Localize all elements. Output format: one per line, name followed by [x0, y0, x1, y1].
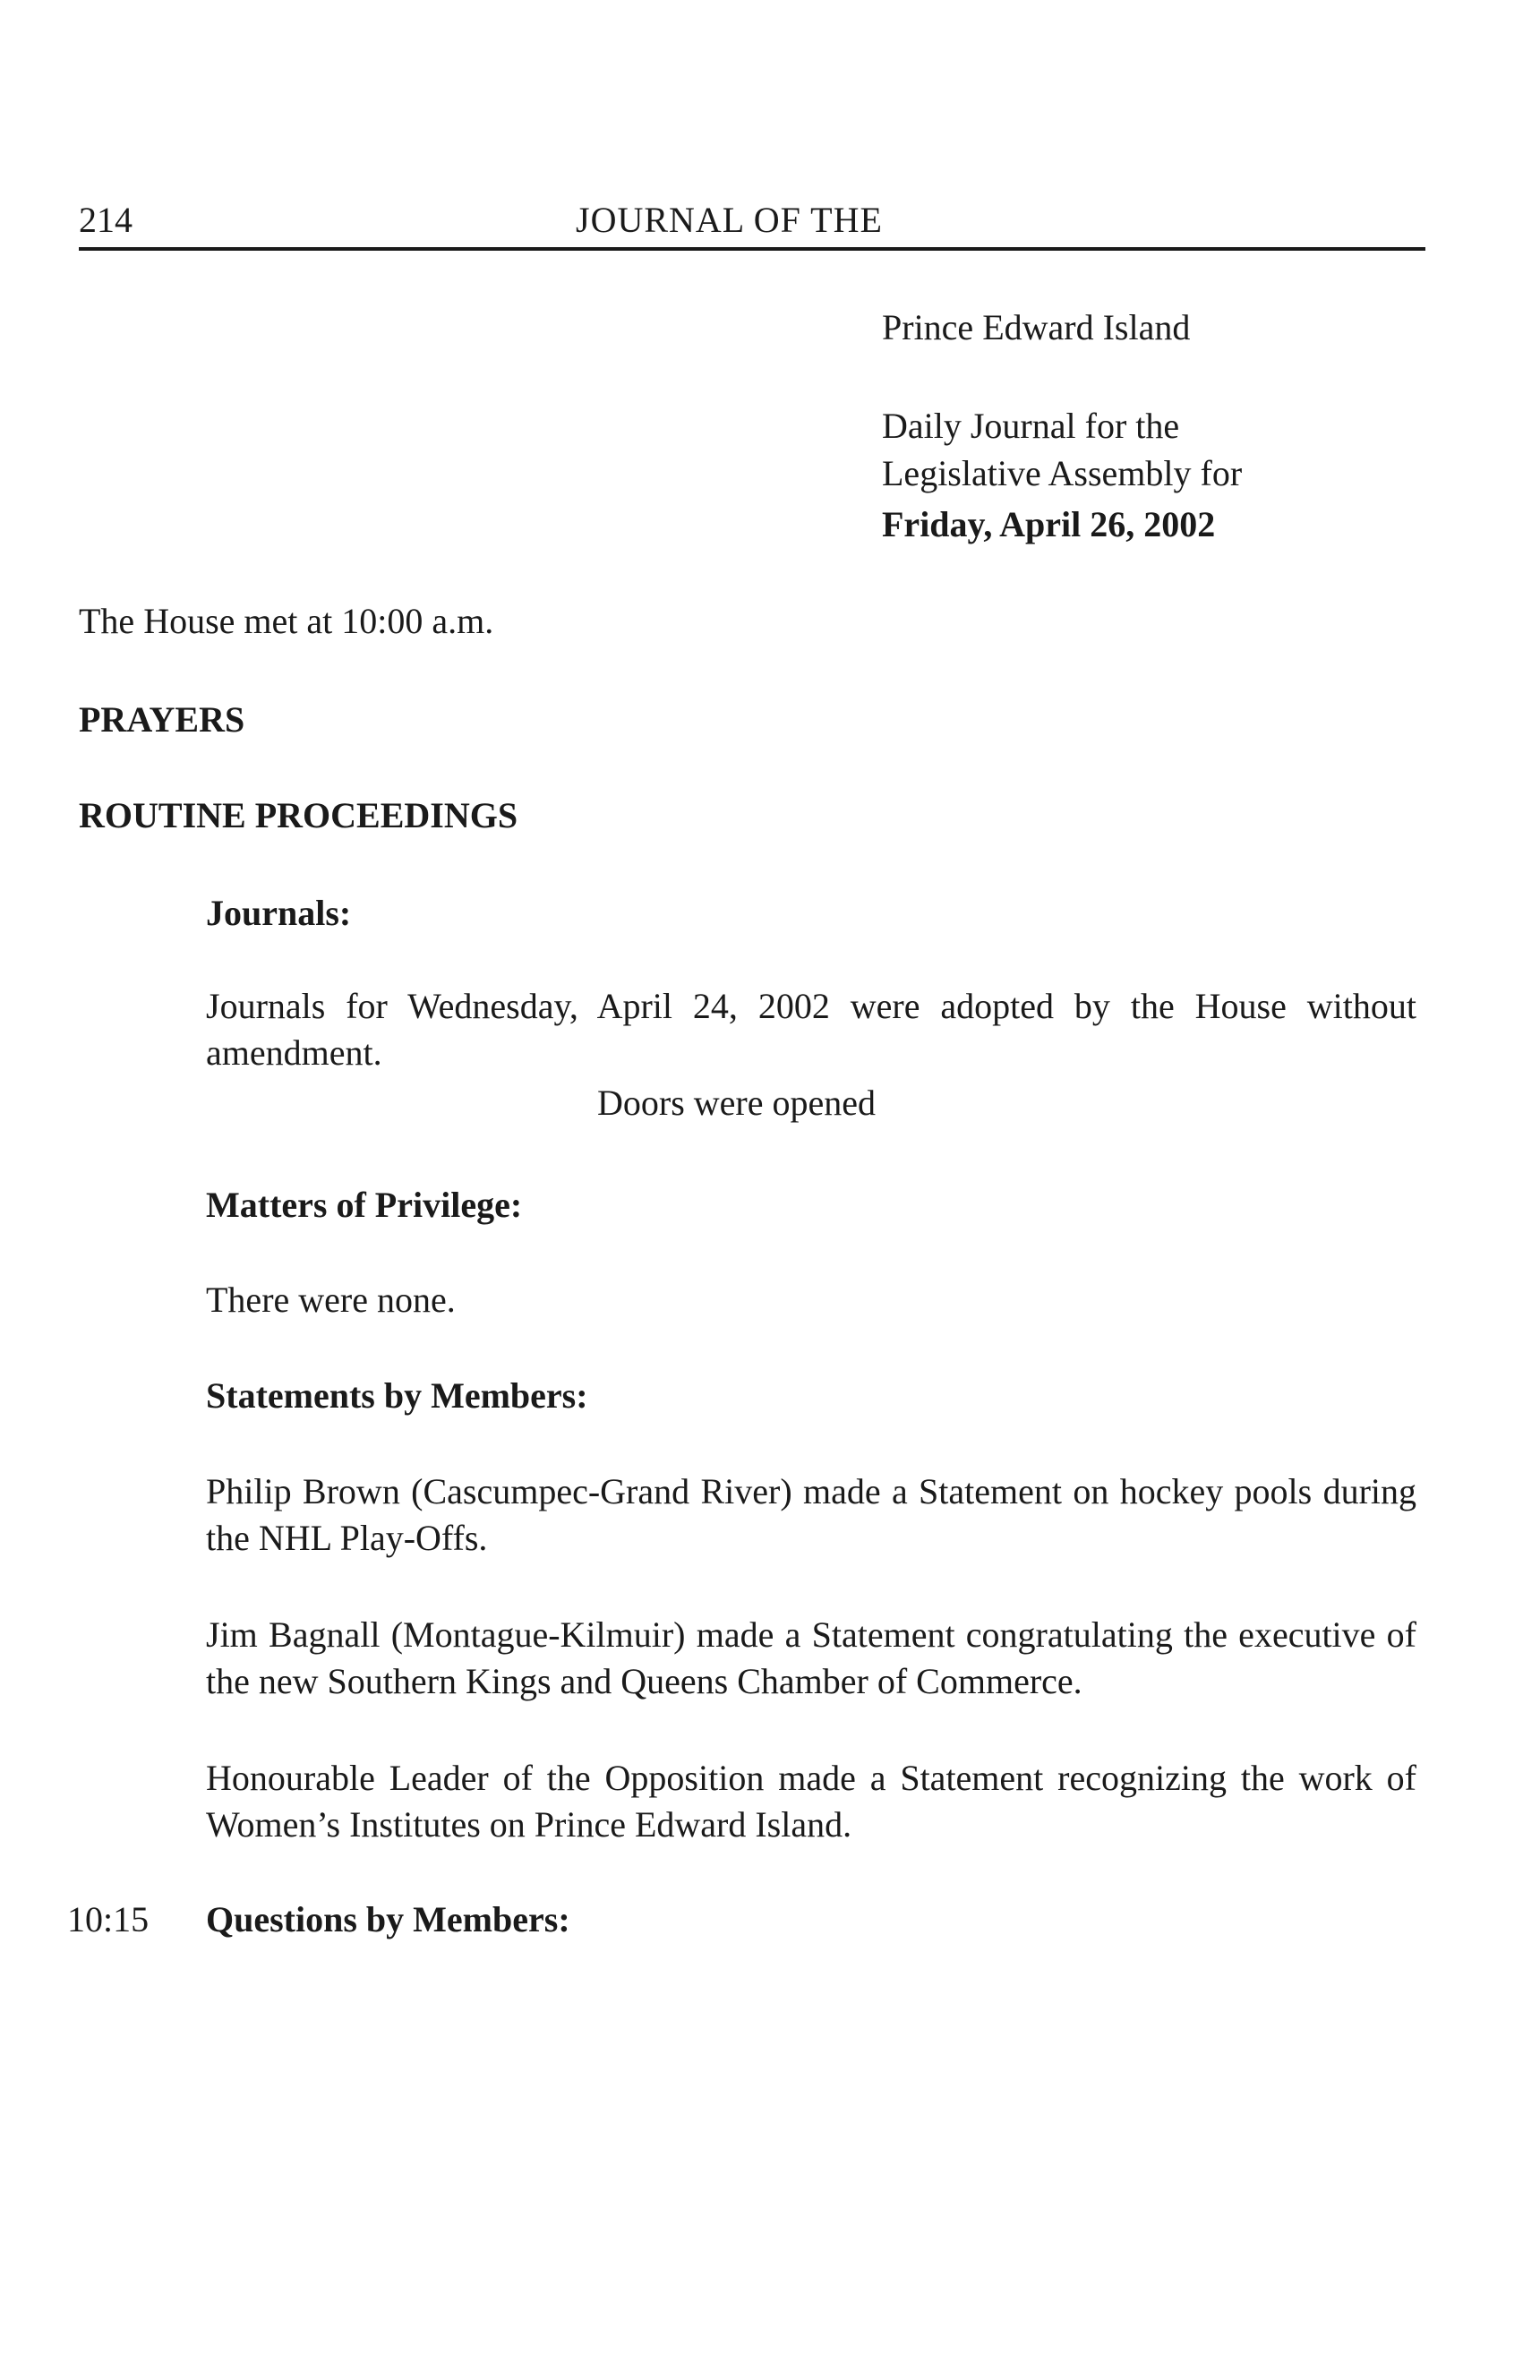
- prayers-heading: PRAYERS: [79, 699, 245, 740]
- header-rule: [79, 247, 1425, 251]
- page-number: 214: [79, 200, 133, 240]
- questions-time: 10:15: [67, 1899, 150, 1939]
- statement-item: Honourable Leader of the Opposition made a Statement recognizing the work of Women’s Institutes on Prince Edward Island.: [206, 1758, 1416, 1845]
- journals-heading: Journals:: [206, 893, 352, 933]
- house-met-line: The House met at 10:00 a.m.: [79, 601, 494, 641]
- statement-item: Philip Brown (Cascumpec-Grand River) made a Statement on hockey pools during the NHL Play-Offs.: [206, 1471, 1416, 1558]
- journal-title-line1: Daily Journal for the: [882, 406, 1180, 446]
- running-header: [79, 199, 1425, 253]
- doors-opened-note: Doors were opened: [597, 1083, 876, 1123]
- statements-heading: Statements by Members:: [206, 1375, 588, 1416]
- journals-text: Journals for Wednesday, April 24, 2002 were adopted by the House without amendment.: [206, 986, 1416, 1073]
- journal-title-line2: Legislative Assembly for: [882, 453, 1243, 493]
- questions-heading: Questions by Members:: [206, 1899, 570, 1939]
- privilege-heading: Matters of Privilege:: [206, 1185, 523, 1225]
- routine-proceedings-heading: ROUTINE PROCEEDINGS: [79, 795, 518, 835]
- privilege-text: There were none.: [206, 1280, 456, 1320]
- running-head-title: JOURNAL OF THE: [576, 200, 883, 240]
- journal-date: Friday, April 26, 2002: [882, 504, 1216, 544]
- statement-item: Jim Bagnall (Montague-Kilmuir) made a Statement congratulating the executive of the new Southern Kings and Queens Chamber of Commerce.: [206, 1614, 1416, 1701]
- province-name: Prince Edward Island: [882, 307, 1191, 347]
